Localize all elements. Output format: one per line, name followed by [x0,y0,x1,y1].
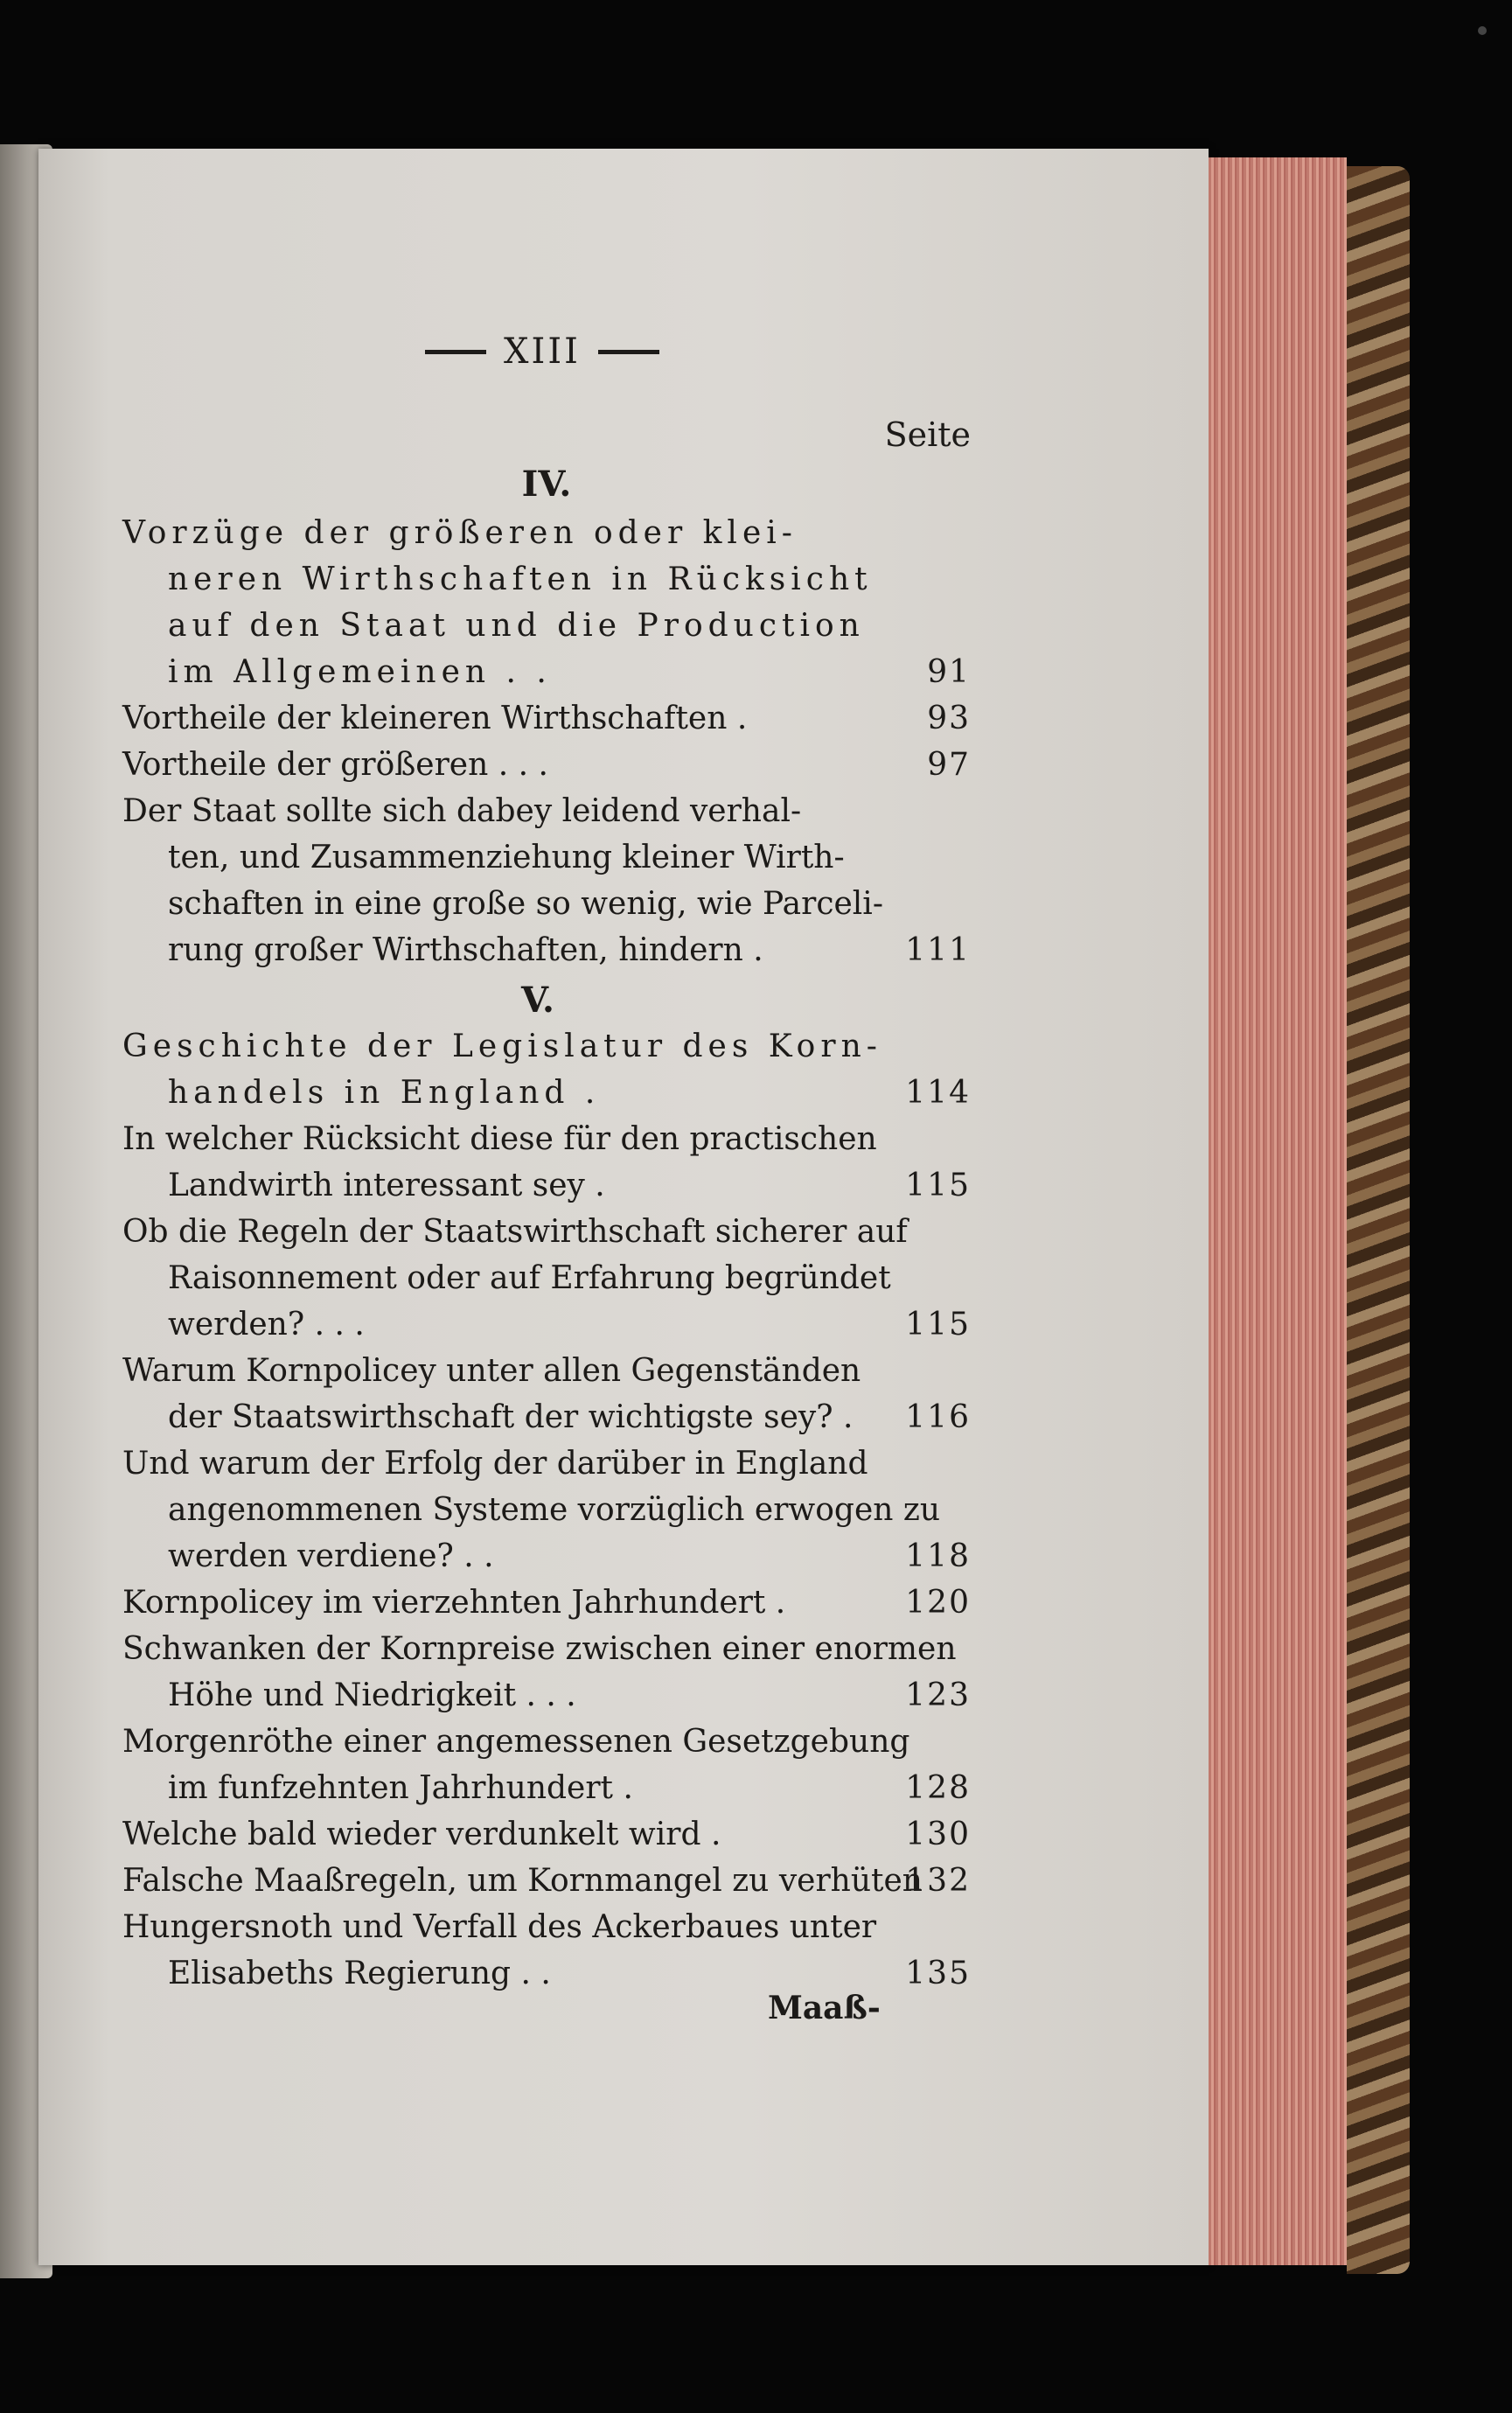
toc-entry [122,1116,971,1209]
seite-label: Seite [884,415,971,454]
toc-line: In welcher Rücksicht diese für den practischen [122,1121,877,1157]
toc-line [122,1301,971,1348]
toc-line: Der Staat sollte sich dabey leidend verhal- [122,793,802,829]
toc-line: auf den Staat und die Production [168,608,865,644]
toc-line-text: der Staatswirthschaft der wichtigste sey? . [168,1399,854,1435]
toc-line [122,1811,971,1858]
toc-entry [122,695,971,742]
background-speck [1478,26,1487,35]
header-rule-left [425,350,486,354]
toc-line-text: Elisabeths Regierung . . [168,1956,551,1991]
toc-line: Und warum der Erfolg der darüber in England [122,1446,868,1482]
toc-line-text: Landwirth interessant sey . [168,1168,605,1203]
toc-line [122,695,971,742]
toc-line [122,1580,971,1626]
toc-line [122,649,971,695]
book-cover [1347,166,1410,2274]
toc-entry [122,1023,971,1116]
toc-page-number: 123 [905,1677,971,1713]
toc-line: Morgenröthe einer angemessenen Gesetzgebung [122,1724,910,1760]
toc-entry [122,1580,971,1626]
toc-line-text: handels in England . [168,1075,601,1111]
toc-line: Warum Kornpolicey unter allen Gegenständen [122,1353,861,1389]
toc-page-number: 135 [905,1956,971,1991]
toc-page-number: 120 [905,1585,971,1621]
toc-page-number: 114 [905,1075,971,1111]
toc-page-number: 111 [905,932,971,968]
toc-line: Hungersnoth und Verfall des Ackerbaues unter [122,1909,877,1945]
toc-line-text: Vortheile der kleineren Wirthschaften . [122,701,748,736]
toc-line-text: rung großer Wirthschaften, hindern . [168,932,763,968]
toc-entry [122,1719,971,1811]
section-numeral-iv: IV. [521,464,572,505]
catchword: Maaß- [768,1990,881,2026]
toc-entry [122,1209,971,1348]
toc-line: angenommenen Systeme vorzüglich erwogen zu [168,1492,941,1528]
toc-page-number: 116 [905,1399,971,1435]
toc-line-text: Kornpolicey im vierzehnten Jahrhundert . [122,1585,786,1621]
header-rule-right [598,350,659,354]
toc-line [122,1070,971,1116]
section-numeral-v: V. [521,980,554,1021]
toc-line [122,1858,971,1904]
toc-line: schaften in eine große so wenig, wie Parceli- [168,886,883,922]
toc-line [122,1765,971,1811]
toc-line-text: werden? . . . [168,1307,365,1342]
toc-line-text: im funfzehnten Jahrhundert . [168,1770,633,1806]
page-number: XIII [504,331,581,372]
toc-line: Ob die Regeln der Staatswirthschaft sicherer auf [122,1214,908,1250]
toc-line [122,1162,971,1209]
toc-line [122,927,971,973]
toc-line-text: im Allgemeinen . . [168,654,552,690]
toc-line [122,742,971,788]
page-edges [1209,157,1347,2265]
toc-entry [122,1348,971,1440]
toc-entry [122,1858,971,1904]
toc-line [122,1533,971,1580]
toc-entry [122,1440,971,1580]
toc-page-number: 130 [905,1817,971,1852]
toc-line: Schwanken der Kornpreise zwischen einer enormen [122,1631,957,1667]
toc-page-number: 118 [905,1538,971,1574]
toc-line: Raisonnement oder auf Erfahrung begründet [168,1260,891,1296]
toc-line-text: werden verdiene? . . [168,1538,494,1574]
toc-page-number: 115 [905,1168,971,1203]
toc-page-number: 115 [905,1307,971,1342]
running-header [394,331,691,373]
toc-line: Vorzüge der größeren oder klei- [122,515,798,551]
toc-line: ten, und Zusammenziehung kleiner Wirth- [168,840,845,875]
toc-line [122,1394,971,1440]
toc-line-text: Falsche Maaßregeln, um Kornmangel zu verhüten [122,1863,923,1899]
toc-entry [122,742,971,788]
toc-entry [122,510,971,695]
toc-line-text: Vortheile der größeren . . . [122,747,548,783]
toc-entry [122,1626,971,1719]
toc-line-text: Höhe und Niedrigkeit . . . [168,1677,576,1713]
toc-page-number: 93 [927,701,971,736]
toc-page-number: 132 [905,1863,971,1899]
toc-entry [122,1904,971,1997]
toc-line-text: Welche bald wieder verdunkelt wird . [122,1817,721,1852]
toc-line: neren Wirthschaften in Rücksicht [168,561,873,597]
toc-entry [122,1811,971,1858]
toc-line: Geschichte der Legislatur des Korn- [122,1029,882,1064]
toc-entry [122,788,971,973]
toc-page-number: 97 [927,747,971,783]
toc-line [122,1672,971,1719]
toc-page-number: 91 [927,654,971,690]
toc-page-number: 128 [905,1770,971,1806]
